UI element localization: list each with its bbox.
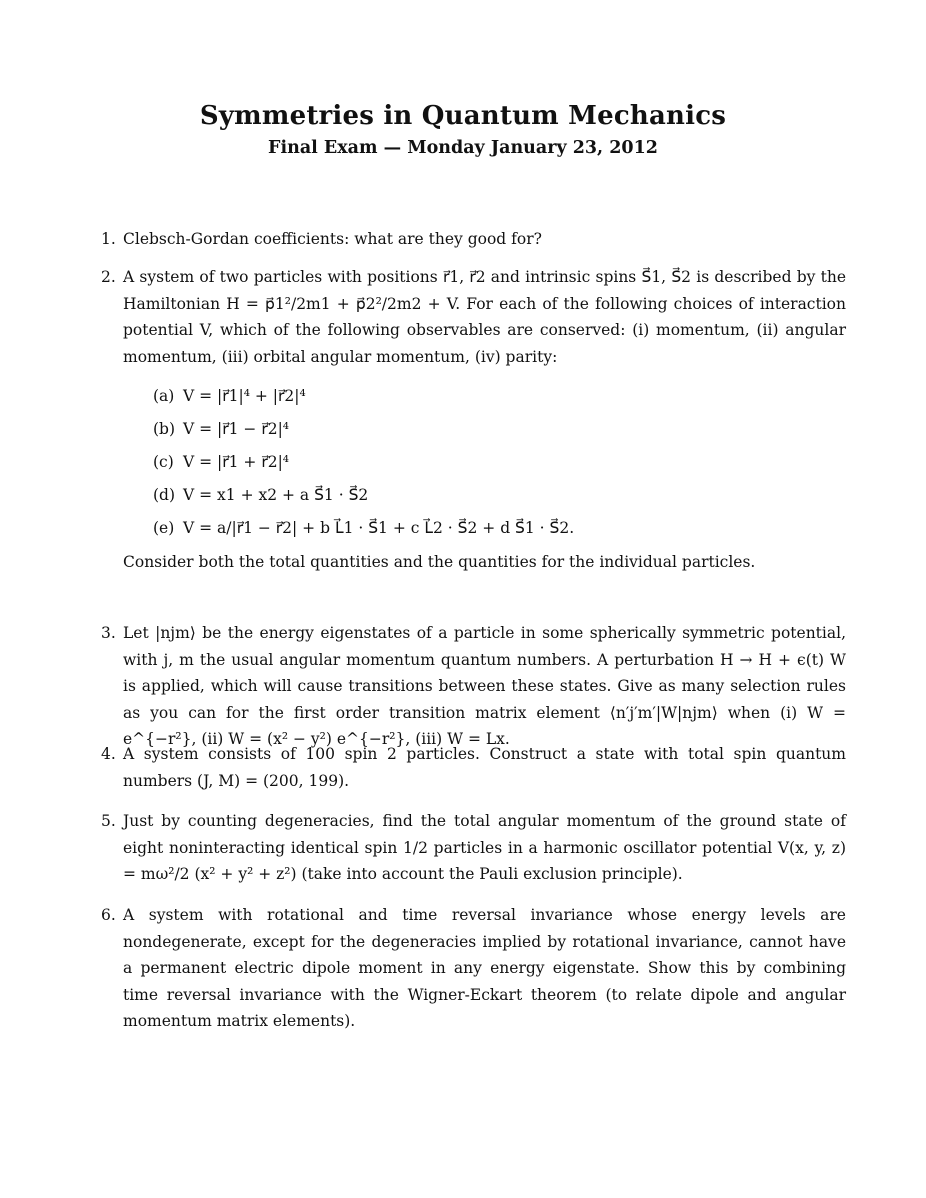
question-number: 1. (101, 230, 116, 248)
question-3 (101, 620, 846, 753)
exam-subtitle: Final Exam — Monday January 23, 2012 (268, 138, 658, 158)
question-text: Let |njm⟩ be the energy eigenstates of a particle in some spherically symmetric potential, with j, m the usual angular momentum quantum numbers. A perturbation H → H + ϵ(t) W is applied, which will cause transitions between these states. Give as many selection rules as you can for the first order transition matrix element ⟨n′j′m′|W|njm⟩ when (i) W = e^{−r²}, (ii) W = (x² − y²) e^{−r²}, (iii) W = Lx. (123, 624, 846, 748)
question-note: Consider both the total quantities and the quantities for the individual particles. (123, 553, 756, 571)
question-5 (101, 808, 846, 888)
question-number: 3. (101, 624, 116, 642)
question-4 (101, 741, 846, 794)
page-title: Symmetries in Quantum Mechanics (199, 101, 727, 131)
question-number: 5. (101, 812, 116, 830)
sub-item-b: (b) V = |r⃗1 − r⃗2|⁴ (153, 420, 290, 438)
question-text: Just by counting degeneracies, find the total angular momentum of the ground state of eight noninteracting identical spin 1/2 particles in a harmonic oscillator potential V(x, y, z) = mω²/2 (x² + y² + z²) (take into account the Pauli exclusion principle). (123, 812, 846, 883)
sub-item-e: (e) V = a/|r⃗1 − r⃗2| + b L⃗1 · S⃗1 + c L⃗2 · S⃗2 + d S⃗1 · S⃗2. (153, 519, 575, 537)
question-6 (101, 902, 846, 1035)
question-text: A system consists of 100 spin 2 particles. Construct a state with total spin quantum numbers (J, M) = (200, 199). (123, 745, 846, 790)
question-number: 4. (101, 745, 116, 763)
question-text: A system of two particles with positions r⃗1, r⃗2 and intrinsic spins S⃗1, S⃗2 is described by the Hamiltonian H = p⃗1²/2m1 + p⃗2²/2m2 + V. For each of the following choices of interaction potential V, which of the following observables are conserved: (i) momentum, (ii) angular momentum, (iii) orbital angular momentum, (iv) parity: (123, 268, 846, 366)
sub-item-c: (c) V = |r⃗1 + r⃗2|⁴ (153, 453, 290, 471)
sub-item-d: (d) V = x1 + x2 + a S⃗1 · S⃗2 (153, 486, 369, 504)
question-text: A system with rotational and time reversal invariance whose energy levels are nondegenerate, except for the degeneracies implied by rotational invariance, cannot have a permanent electric dipole moment in any energy eigenstate. Show this by combining time reversal invariance with the Wigner-Eckart theorem (to relate dipole and angular momentum matrix elements). (123, 906, 846, 1030)
question-1 (101, 226, 846, 253)
question-number: 6. (101, 906, 116, 924)
question-2 (101, 264, 846, 576)
question-text: Clebsch-Gordan coefficients: what are they good for? (123, 230, 542, 248)
question-number: 2. (101, 268, 116, 286)
sub-item-a: (a) V = |r⃗1|⁴ + |r⃗2|⁴ (153, 387, 306, 405)
